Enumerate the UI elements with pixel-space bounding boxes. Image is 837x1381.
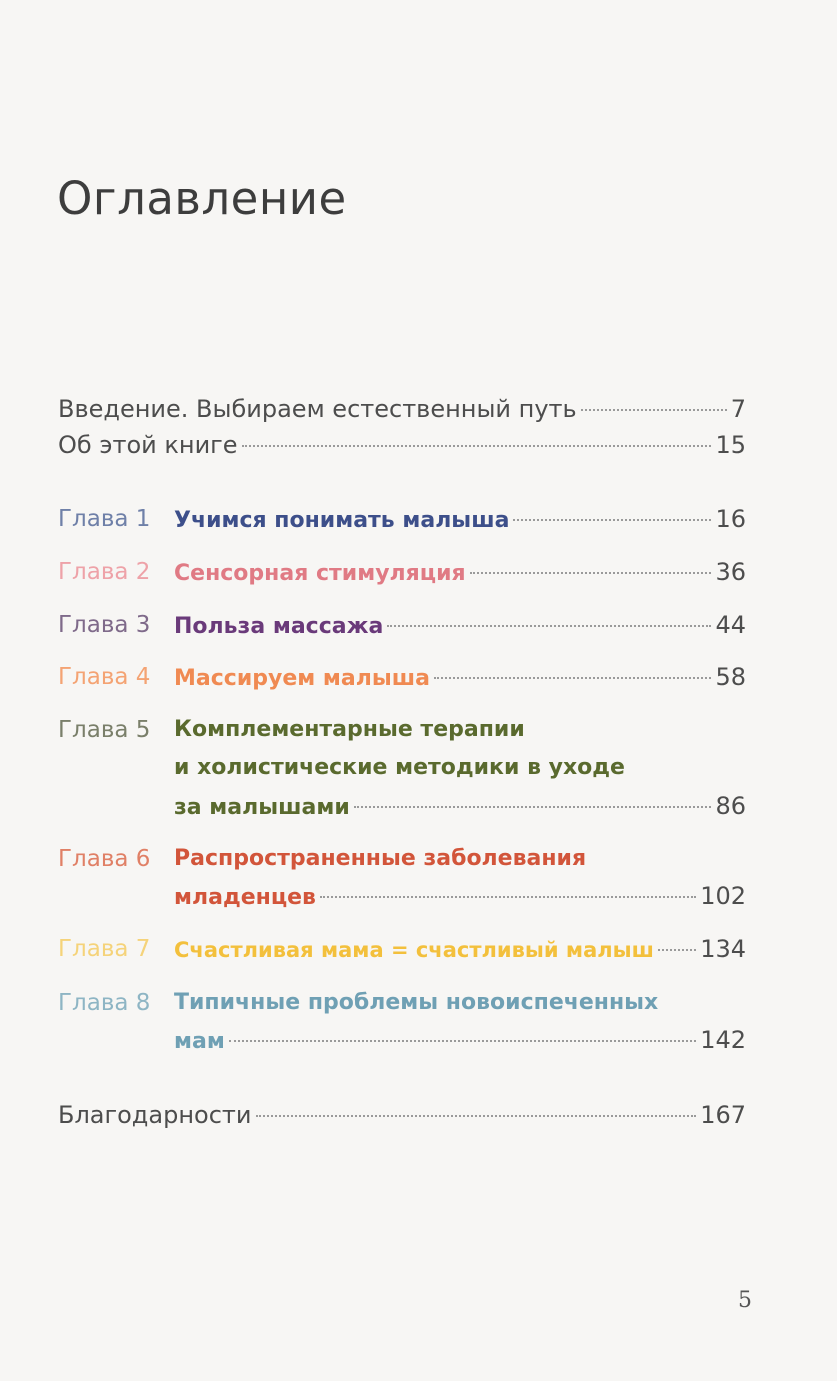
dot-leader <box>513 519 711 521</box>
chapter-number: Глава 1 <box>58 506 151 532</box>
toc-entry-page: 36 <box>715 558 746 586</box>
toc-entry-page: 86 <box>715 792 746 820</box>
dot-leader <box>354 806 712 808</box>
toc-entry-page: 16 <box>715 505 746 533</box>
dot-leader <box>434 677 712 679</box>
toc-entry-label: Благодарности <box>58 1101 252 1129</box>
chapter-title: Счастливая мама = счастливый малыш <box>174 938 654 962</box>
chapter-title-line: и холистические методики в уходе <box>174 755 625 780</box>
dot-leader <box>581 409 727 411</box>
toc-entry-page: 167 <box>700 1101 746 1129</box>
chapter-title-line: Типичные проблемы новоиспеченных <box>174 990 659 1015</box>
chapter-title: Польза массажа <box>174 614 384 639</box>
chapter-number: Глава 2 <box>58 559 151 585</box>
chapter-title-line: младенцев <box>174 885 316 910</box>
toc-entry-about-book <box>58 427 746 463</box>
dot-leader <box>256 1115 697 1117</box>
toc-entry-acknowledgements <box>58 1097 746 1133</box>
toc-entry-introduction <box>58 391 746 427</box>
dot-leader <box>229 1040 696 1042</box>
toc-entry-page: 58 <box>715 663 746 691</box>
page-title: Оглавление <box>57 172 347 225</box>
toc-entry-chapter-3 <box>174 607 746 645</box>
page-number: 5 <box>738 1288 752 1313</box>
chapter-title: Массируем малыша <box>174 666 430 691</box>
toc-entry-page: 134 <box>700 935 746 963</box>
chapter-number: Глава 6 <box>58 846 151 872</box>
chapter-title: Учимся понимать малыша <box>174 508 510 533</box>
chapter-number: Глава 8 <box>58 990 151 1016</box>
toc-entry-chapter-5 <box>174 788 746 826</box>
toc-entry-page: 7 <box>730 395 746 423</box>
toc-entry-label: Об этой книге <box>58 431 238 459</box>
toc-entry-chapter-4 <box>174 659 746 697</box>
toc-entry-chapter-6 <box>174 878 746 916</box>
toc-entry-page: 142 <box>700 1026 746 1054</box>
dot-leader <box>320 896 696 898</box>
chapter-number: Глава 3 <box>58 612 151 638</box>
chapter-title-line: Распространенные заболевания <box>174 846 587 871</box>
toc-entry-page: 44 <box>715 611 746 639</box>
toc-entry-chapter-8 <box>174 1022 746 1060</box>
toc-entry-chapter-2 <box>174 554 746 592</box>
chapter-title: Сенсорная стимуляция <box>174 561 466 586</box>
chapter-number: Глава 7 <box>58 936 151 962</box>
chapter-number: Глава 5 <box>58 717 151 743</box>
toc-entry-page: 15 <box>715 431 746 459</box>
dot-leader <box>387 625 711 627</box>
toc-entry-page: 102 <box>700 882 746 910</box>
chapter-number: Глава 4 <box>58 664 151 690</box>
dot-leader <box>658 949 696 951</box>
chapter-title-line: за малышами <box>174 795 350 820</box>
chapter-title-line: Комплементарные терапии <box>174 717 525 742</box>
dot-leader <box>242 445 712 447</box>
toc-entry-label: Введение. Выбираем естественный путь <box>58 395 577 423</box>
chapter-title-line: мам <box>174 1029 225 1054</box>
dot-leader <box>470 572 712 574</box>
toc-entry-chapter-7 <box>174 931 746 968</box>
toc-entry-chapter-1 <box>174 501 746 539</box>
